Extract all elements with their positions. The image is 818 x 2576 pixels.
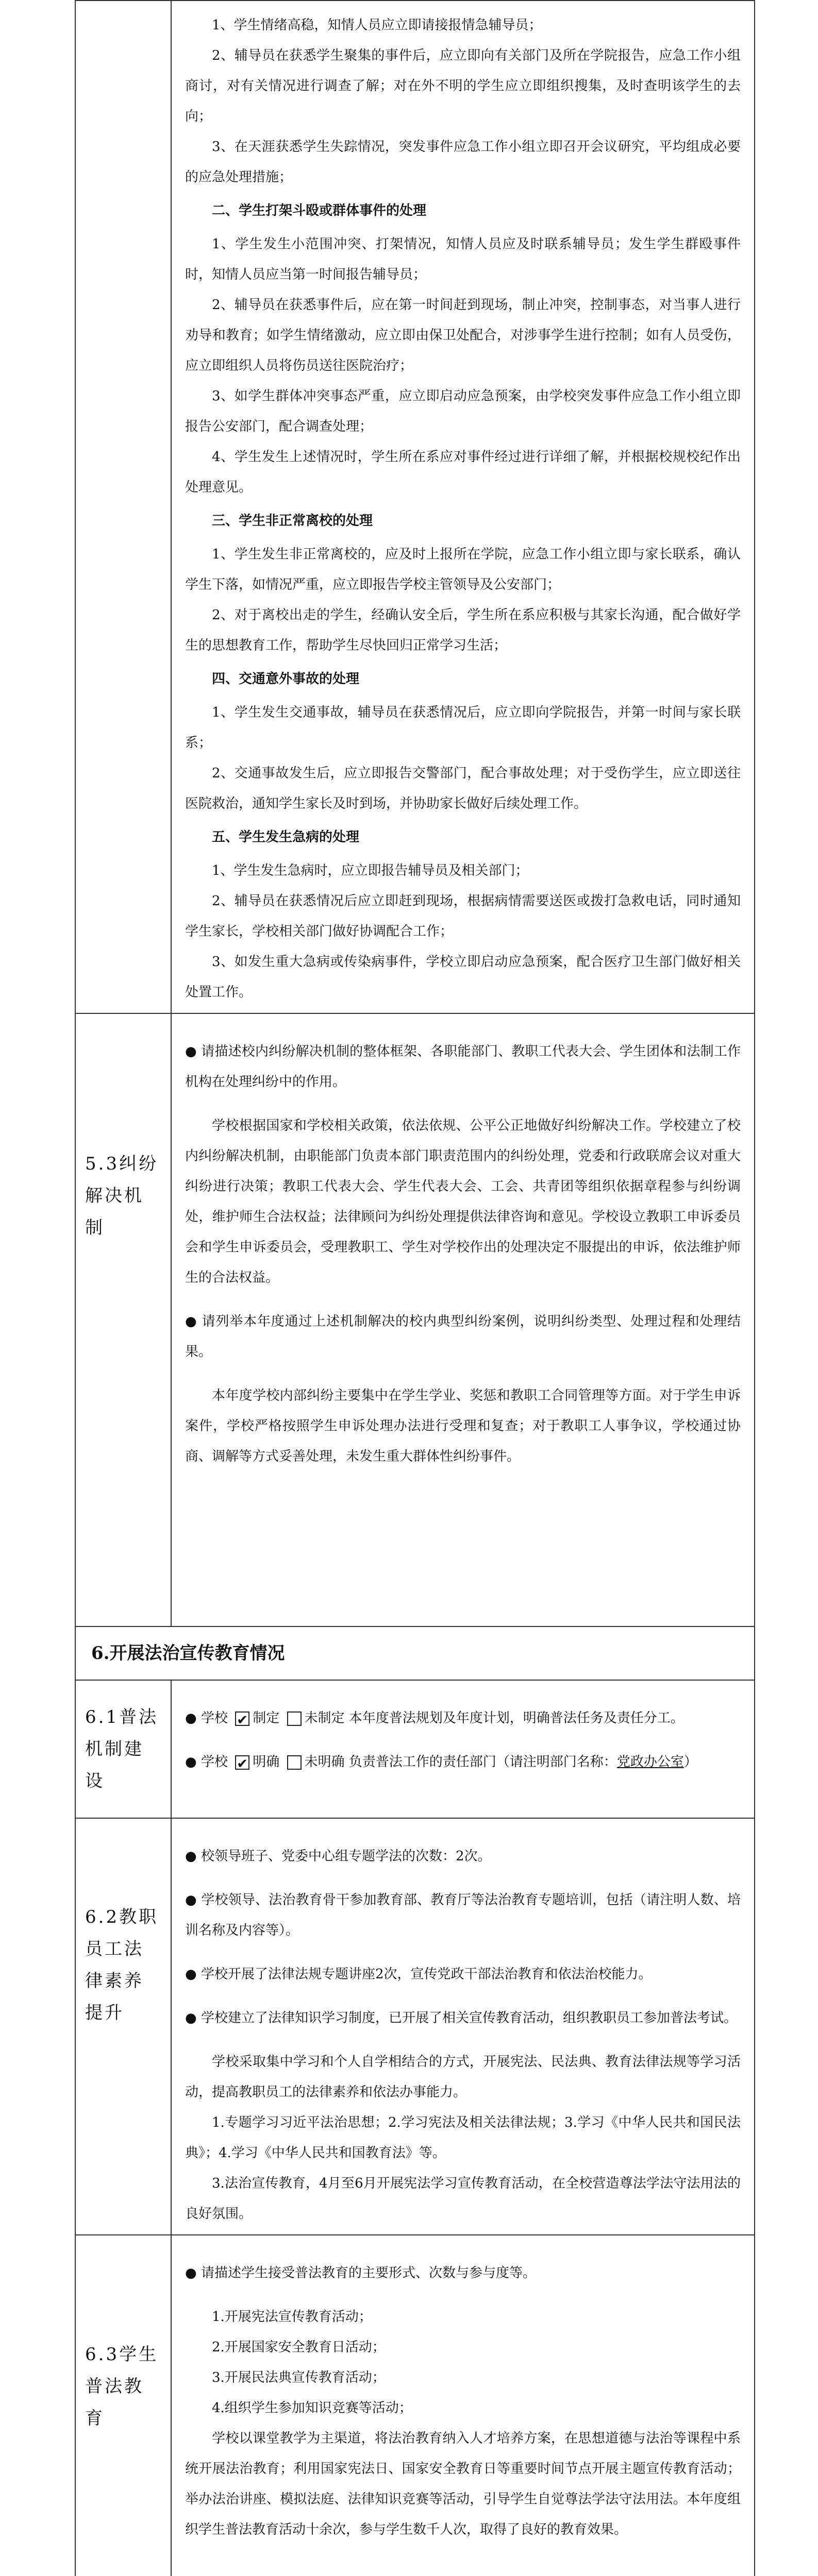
bullet-icon: ● (185, 1044, 197, 1059)
bullet-icon: ● (185, 1849, 197, 1864)
bullet-icon: ● (185, 1754, 197, 1770)
bullet-item: ● 校领导班子、党委中心组专题学法的次数：2次。 (185, 1849, 491, 1864)
section-6-1-body (171, 1680, 755, 1818)
paragraph: 学校以课堂教学为主渠道，将法治教育纳入人才培养方案，在思想道德与法治等课程中系统开展法治教育；利用国家宪法日、国家安全教育日等重要时间节点开展主题宣传教育活动；举办法治讲座、模拟法庭、法律知识竞赛等活动，引导学生自觉尊法学法守法用法。本年度组织学生普法教育活动十余次，参与学生数千人次，取得了良好的教育效果。 (185, 2431, 741, 2537)
section-6-3-body (171, 2235, 755, 2576)
bullet-item: ● 学校领导、法治教育骨干参加教育部、教育厅等法治教育专题培训，包括（请注明人数、培训名称及内容等）。 (185, 1892, 741, 1938)
section-5-3-body (171, 1013, 755, 1626)
checkbox-not-specified[interactable] (287, 1755, 302, 1770)
paragraph: 2、对于离校出走的学生，经确认安全后，学生所在系应积极与其家长沟通，配合做好学生的思想教育工作，帮助学生尽快回归正常学习生活； (185, 607, 741, 653)
subheading: 三、学生非正常离校的处理 (212, 513, 373, 529)
paragraph: 1、学生发生非正常离校的，应及时上报所在学院，应急工作小组立即与家长联系，确认学生下落，如情况严重，应立即报告学校主管领导及公安部门； (185, 547, 741, 592)
paragraph: 3、在天涯获悉学生失踪情况，突发事件应急工作小组立即召开会议研究，平均组成必要的应急处理措施； (185, 139, 741, 185)
section-6-2-label: 6.2教职员工法律素养提升 (75, 1818, 171, 2235)
bullet-item: ● 请列举本年度通过上述机制解决的校内典型纠纷案例，说明纠纷类型、处理过程和处理结果。 (185, 1314, 741, 1360)
department-line: ● 学校 ✔ 明确 未明确 负责普法工作的责任部门（请注明部门名称：党政办公室） (185, 1747, 741, 1777)
list-item: 1.开展宪法宣传教育活动； (212, 2309, 372, 2325)
paragraph: 1.专题学习习近平法治思想；2.学习宪法及相关法律法规；3.学习《中华人民共和国民法典》；4.学习《中华人民共和国教育法》等。 (185, 2115, 741, 2161)
section-5-3-label: 5.3纠纷解决机制 (75, 1013, 171, 1626)
bullet-icon: ● (185, 1710, 197, 1726)
paragraph: 1、学生发生交通事故，辅导员在获悉情况后，应立即向学院报告，并第一时间与家长联系； (185, 705, 741, 751)
emergency-handling-section (171, 1, 755, 1013)
subheading: 五、学生发生急病的处理 (212, 829, 360, 845)
paragraph: 3、如学生群体冲突事态严重，应立即启动应急预案，由学校突发事件应急工作小组立即报告公安部门，配合调查处理； (185, 388, 741, 434)
report-document (75, 0, 755, 2576)
bullet-item: ● 请描述校内纠纷解决机制的整体框架、各职能部门、教职工代表大会、学生团体和法制工作机构在处理纠纷中的作用。 (185, 1044, 741, 1090)
subheading: 二、学生打架斗殴或群体事件的处理 (212, 203, 427, 218)
paragraph: 2、辅导员在获悉事件后，应在第一时间赶到现场，制止冲突，控制事态，对当事人进行劝导和教育；如学生情绪激动，应立即由保卫处配合，对涉事学生进行控制；如有人员受伤，应立即组织人员将伤员送往医院治疗； (185, 297, 741, 374)
paragraph: 3.法治宣传教育，4月至6月开展宪法学习宣传教育活动，在全校营造尊法学法守法用法的良好氛围。 (185, 2176, 741, 2222)
bullet-icon: ● (185, 1314, 197, 1329)
checkbox-not-formulated[interactable] (287, 1711, 302, 1726)
checkbox-specified[interactable] (235, 1755, 249, 1770)
paragraph: 3、如发生重大急病或传染病事件，学校立即启动应急预案，配合医疗卫生部门做好相关处置工作。 (185, 954, 741, 1000)
paragraph: 4、学生发生上述情况时，学生所在系应对事件经过进行详细了解，并根据校规校纪作出处理意见。 (185, 449, 741, 495)
paragraph: 1、学生发生小范围冲突、打架情况，知情人员应及时联系辅导员；发生学生群殴事件时，知情人员应当第一时间报告辅导员； (185, 236, 741, 282)
bullet-item: ● 学校建立了法律知识学习制度，已开展了相关宣传教育活动，组织教职员工参加普法考试。 (185, 2010, 737, 2026)
paragraph: 学校根据国家和学校相关政策，依法依规、公平公正地做好纠纷解决工作。学校建立了校内纠纷解决机制，由职能部门负责本部门职责范围内的纠纷处理，党委和行政联席会议对重大纠纷进行决策；教职工代表大会、学生代表大会、工会、共青团等组织依据章程参与纠纷调处，维护师生合法权益；法律顾问为纠纷处理提供法律咨询和意见。学校设立教职工申诉委员会和学生申诉委员会，受理教职工、学生对学校作出的处理决定不服提出的申诉，依法维护师生的合法权益。 (185, 1118, 741, 1285)
paragraph: 学校采取集中学习和个人自学相结合的方式，开展宪法、民法典、教育法律法规等学习活动，提高教职员工的法律素养和依法办事能力。 (185, 2054, 741, 2100)
section-6-2-body (171, 1818, 755, 2235)
paragraph: 2、辅导员在获悉情况后应立即赶到现场，根据病情需要送医或拨打急救电话，同时通知学生家长，学校相关部门做好协调配合工作； (185, 893, 741, 939)
bullet-item: ● 学校开展了法律法规专题讲座2次，宣传党政干部法治教育和依法治校能力。 (185, 1967, 652, 1982)
bullet-icon: ● (185, 2265, 197, 2281)
paragraph: 2、交通事故发生后，应立即报告交警部门，配合事故处理；对于受伤学生，应立即送往医院救治，通知学生家长及时到场，并协助家长做好后续处理工作。 (185, 766, 741, 811)
bullet-icon: ● (185, 1967, 197, 1982)
bullet-icon: ● (185, 1892, 197, 1908)
bullet-icon: ● (185, 2010, 197, 2026)
section-6-title: 6.开展法治宣传教育情况 (75, 1626, 755, 1680)
continued-label-cell (75, 1, 171, 1013)
paragraph: 1、学生情绪高稳，知情人员应立即请接报情急辅导员； (212, 18, 542, 33)
bullet-item: ● 请描述学生接受普法教育的主要形式、次数与参与度等。 (185, 2265, 536, 2281)
list-item: 4.组织学生参加知识竞赛等活动； (212, 2400, 412, 2416)
paragraph: 1、学生发生急病时，应立即报告辅导员及相关部门； (212, 863, 529, 878)
subheading: 四、交通意外事故的处理 (212, 671, 360, 687)
section-6-1-label: 6.1普法机制建设 (75, 1680, 171, 1818)
list-item: 3.开展民法典宣传教育活动； (212, 2370, 386, 2385)
planning-line: ● 学校 ✔ 制定 未制定 本年度普法规划及年度计划，明确普法任务及责任分工。 (185, 1703, 741, 1734)
department-name: 党政办公室 (616, 1754, 684, 1770)
paragraph: 本年度学校内部纠纷主要集中在学生学业、奖惩和教职工合同管理等方面。对于学生申诉案件，学校严格按照学生申诉处理办法进行受理和复查；对于教职工人事争议，学校通过协商、调解等方式妥善处理，未发生重大群体性纠纷事件。 (185, 1388, 741, 1464)
paragraph: 2、辅导员在获悉学生聚集的事件后，应立即向有关部门及所在学院报告，应急工作小组商讨，对有关情况进行调查了解；对在外不明的学生应立即组织搜集，及时查明该学生的去向； (185, 48, 741, 124)
list-item: 2.开展国家安全教育日活动； (212, 2340, 386, 2355)
checkbox-formulated[interactable] (235, 1711, 249, 1726)
section-6-3-label: 6.3学生普法教育 (75, 2235, 171, 2576)
